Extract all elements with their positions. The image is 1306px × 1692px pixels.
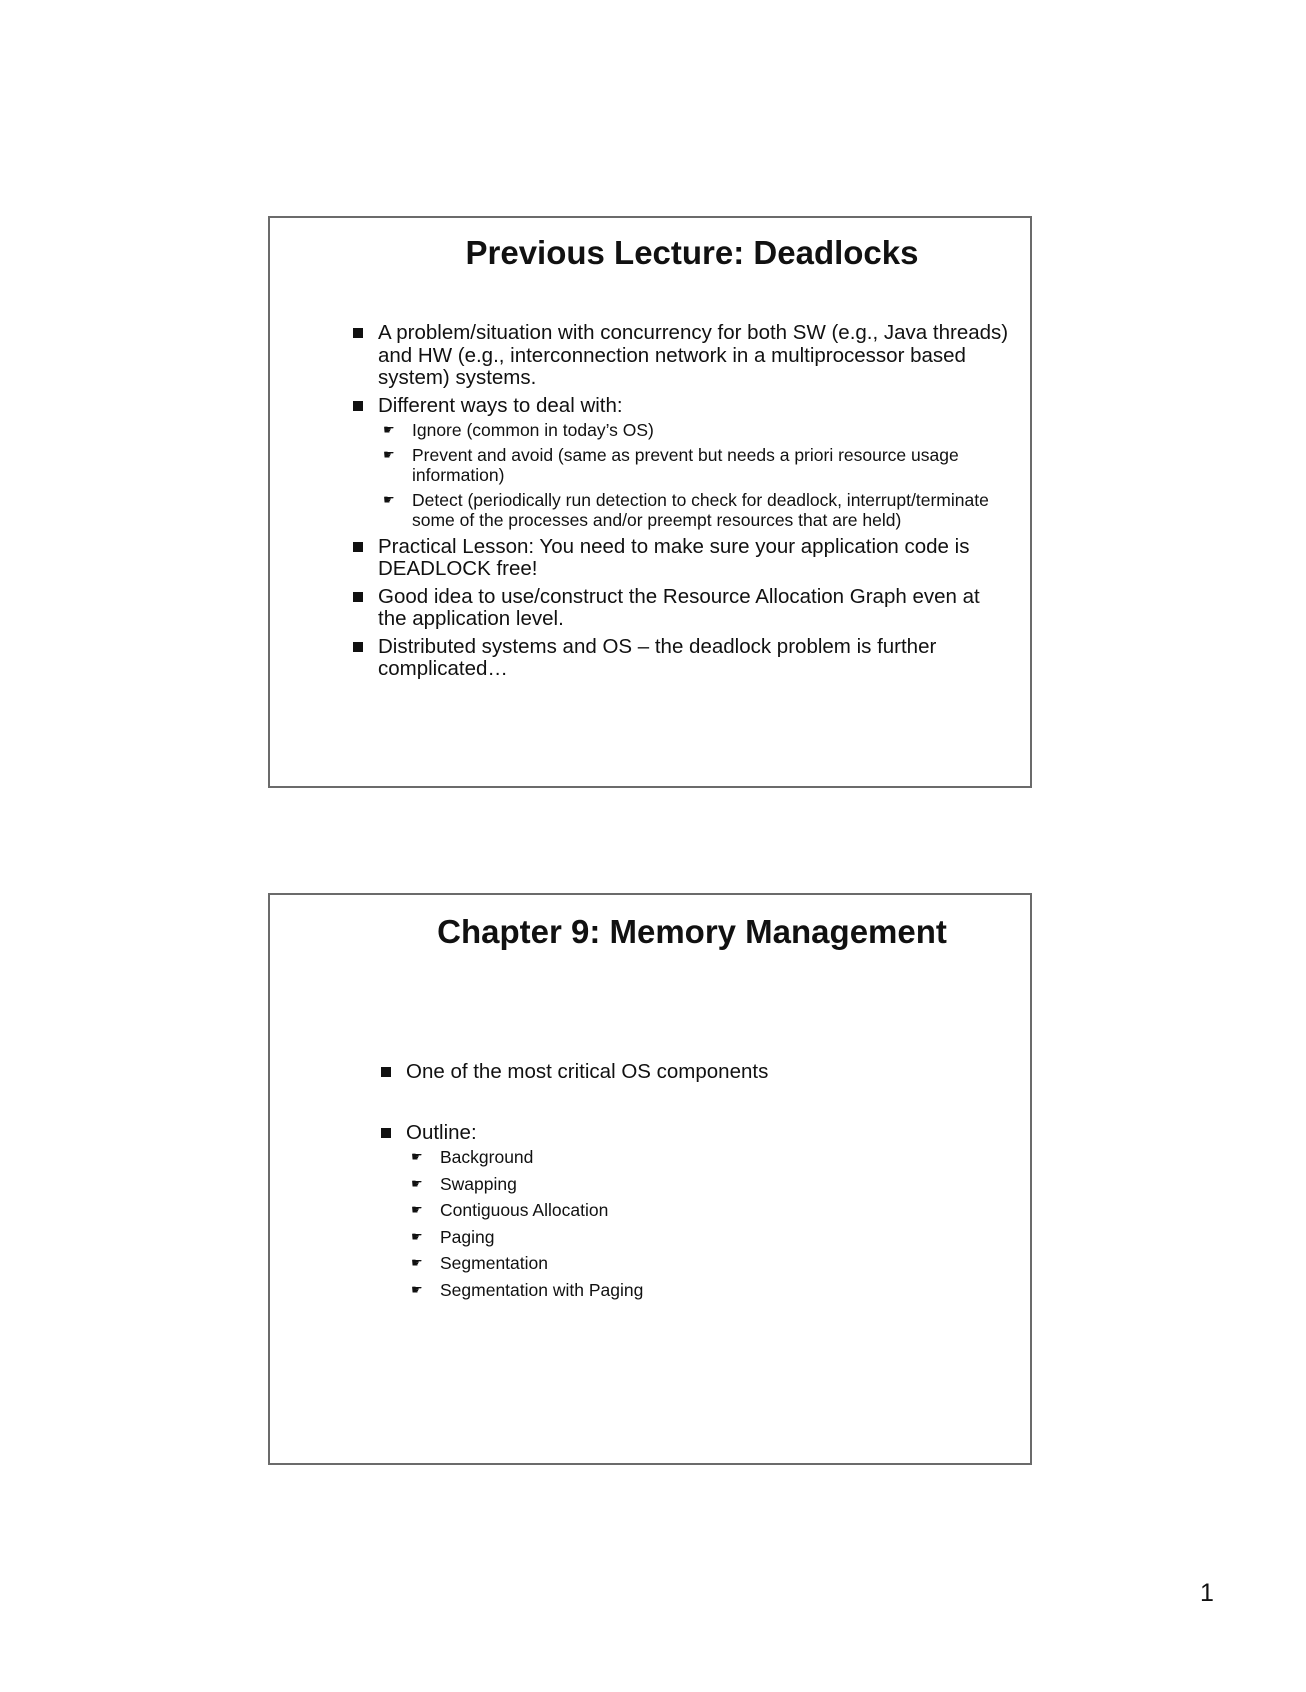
sub-bullet-item	[406, 1174, 978, 1195]
sub-bullet-item	[406, 1227, 978, 1248]
bullet-text: Good idea to use/construct the Resource Allocation Graph even at the application level.	[378, 584, 980, 630]
sub-bullet-text: Background	[440, 1147, 534, 1167]
pointing-hand-icon: ☛	[411, 1228, 423, 1244]
bullet-item	[350, 636, 1010, 681]
bullet-list	[378, 1061, 978, 1338]
bullet-list	[350, 322, 1010, 686]
slide-previous-lecture	[268, 216, 1032, 788]
sub-bullet-text: Ignore (common in today’s OS)	[412, 420, 654, 440]
bullet-text: Different ways to deal with:	[378, 393, 623, 417]
bullet-item	[378, 1061, 978, 1084]
sub-bullet-text: Contiguous Allocation	[440, 1200, 609, 1220]
square-bullet-icon	[353, 401, 363, 411]
bullet-item	[350, 586, 1010, 631]
slide-title: Chapter 9: Memory Management	[437, 913, 947, 950]
sub-bullet-text: Swapping	[440, 1173, 517, 1194]
square-bullet-icon	[353, 642, 363, 652]
bullet-text: A problem/situation with concurrency for both SW (e.g., Java threads) and HW (e.g., interconnection network in a multiprocessor based system) systems.	[378, 321, 1009, 389]
sub-bullet-item	[406, 1147, 978, 1168]
sub-bullet-item	[406, 1253, 978, 1274]
pointing-hand-icon: ☛	[411, 1175, 423, 1191]
bullet-text: Distributed systems and OS – the deadlock problem is further complicated…	[378, 634, 937, 680]
slide-title: Previous Lecture: Deadlocks	[465, 234, 919, 271]
sub-bullet-item	[378, 445, 1010, 486]
bullet-item	[350, 322, 1010, 390]
bullet-text: Practical Lesson: You need to make sure your application code is DEADLOCK free!	[378, 534, 970, 580]
pointing-hand-icon: ☛	[383, 491, 395, 507]
sub-bullet-item	[406, 1200, 978, 1221]
sub-bullet-text: Prevent and avoid (same as prevent but needs a priori resource usage information)	[412, 444, 959, 485]
pointing-hand-icon: ☛	[411, 1255, 423, 1270]
sub-bullet-item	[406, 1280, 978, 1301]
square-bullet-icon	[381, 1128, 391, 1138]
bullet-item	[378, 1122, 978, 1301]
square-bullet-icon	[353, 592, 363, 602]
sub-bullet-text: Paging	[440, 1226, 495, 1247]
sub-bullet-text: Segmentation	[440, 1253, 548, 1273]
sub-bullet-text: Detect (periodically run detection to check for deadlock, interrupt/terminate some of the processes and/or preempt resources that are held)	[412, 489, 989, 530]
bullet-text: One of the most critical OS components	[406, 1060, 769, 1083]
square-bullet-icon	[353, 542, 363, 552]
sub-bullet-list	[378, 420, 1010, 531]
bullet-item	[350, 395, 1010, 531]
bullet-text: Outline:	[406, 1120, 477, 1144]
square-bullet-icon	[353, 328, 363, 338]
pointing-hand-icon: ☛	[411, 1149, 423, 1164]
sub-bullet-list	[406, 1147, 978, 1300]
sub-bullet-text: Segmentation with Paging	[440, 1279, 644, 1300]
pointing-hand-icon: ☛	[383, 446, 395, 462]
pointing-hand-icon: ☛	[383, 422, 395, 437]
pointing-hand-icon: ☛	[411, 1281, 423, 1297]
bullet-item	[350, 536, 1010, 581]
sub-bullet-item	[378, 420, 1010, 441]
slide-memory-management	[268, 893, 1032, 1465]
square-bullet-icon	[381, 1067, 391, 1077]
pointing-hand-icon: ☛	[411, 1202, 423, 1217]
page-number: 1	[1200, 1579, 1214, 1607]
sub-bullet-item	[378, 490, 1010, 531]
